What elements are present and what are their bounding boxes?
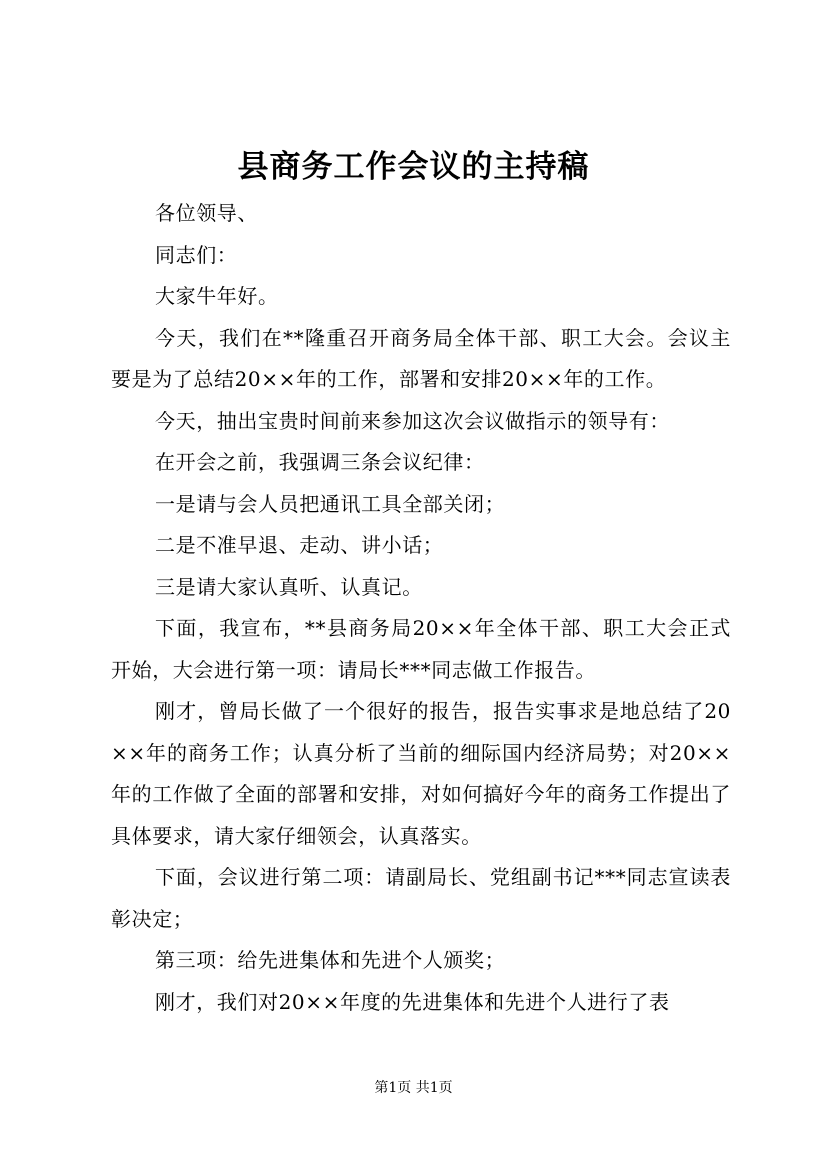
paragraph: 一是请与会人员把通讯工具全部关闭； bbox=[155, 491, 506, 516]
page-footer: 第1页 共1页 bbox=[374, 1080, 453, 1096]
paragraph: 刚才，我们对20××年度的先进集体和先进个人进行了表 bbox=[155, 989, 670, 1014]
paragraph: 三是请大家认真听、认真记。 bbox=[155, 574, 423, 599]
paragraph: 下面，我宣布，**县商务局20××年全体干部、职工大会正式开始，大会进行第一项：请局长***同志做工作报告。 bbox=[111, 616, 731, 682]
paragraph: 二是不准早退、走动、讲小话； bbox=[155, 533, 444, 557]
paragraph: 下面，会议进行第二项：请副局长、党组副书记***同志宣读表彰决定； bbox=[111, 865, 731, 931]
paragraph: 各位领导、 bbox=[155, 201, 258, 225]
paragraph: 今天，抽出宝贵时间前来参加这次会议做指示的领导有： bbox=[155, 408, 670, 433]
paragraph: 同志们： bbox=[155, 242, 238, 267]
paragraph: 刚才，曾局长做了一个很好的报告，报告实事求是地总结了20××年的商务工作；认真分析了当前的细际国内经济局势；对20××年的工作做了全面的部署和安排，对如何搞好今年的商务工作提出了具体要求，请大家仔细领会，认真落实。 bbox=[111, 699, 731, 848]
paragraph: 大家牛年好。 bbox=[155, 284, 279, 308]
paragraph: 第三项：给先进集体和先进个人颁奖； bbox=[155, 948, 506, 972]
document-body bbox=[111, 193, 731, 1023]
paragraph: 今天，我们在**隆重召开商务局全体干部、职工大会。会议主要是为了总结20××年的工作，部署和安排20××年的工作。 bbox=[111, 325, 731, 391]
paragraph: 在开会之前，我强调三条会议纪律： bbox=[155, 450, 485, 474]
document-title: 县商务工作会议的主持稿 bbox=[237, 149, 590, 185]
